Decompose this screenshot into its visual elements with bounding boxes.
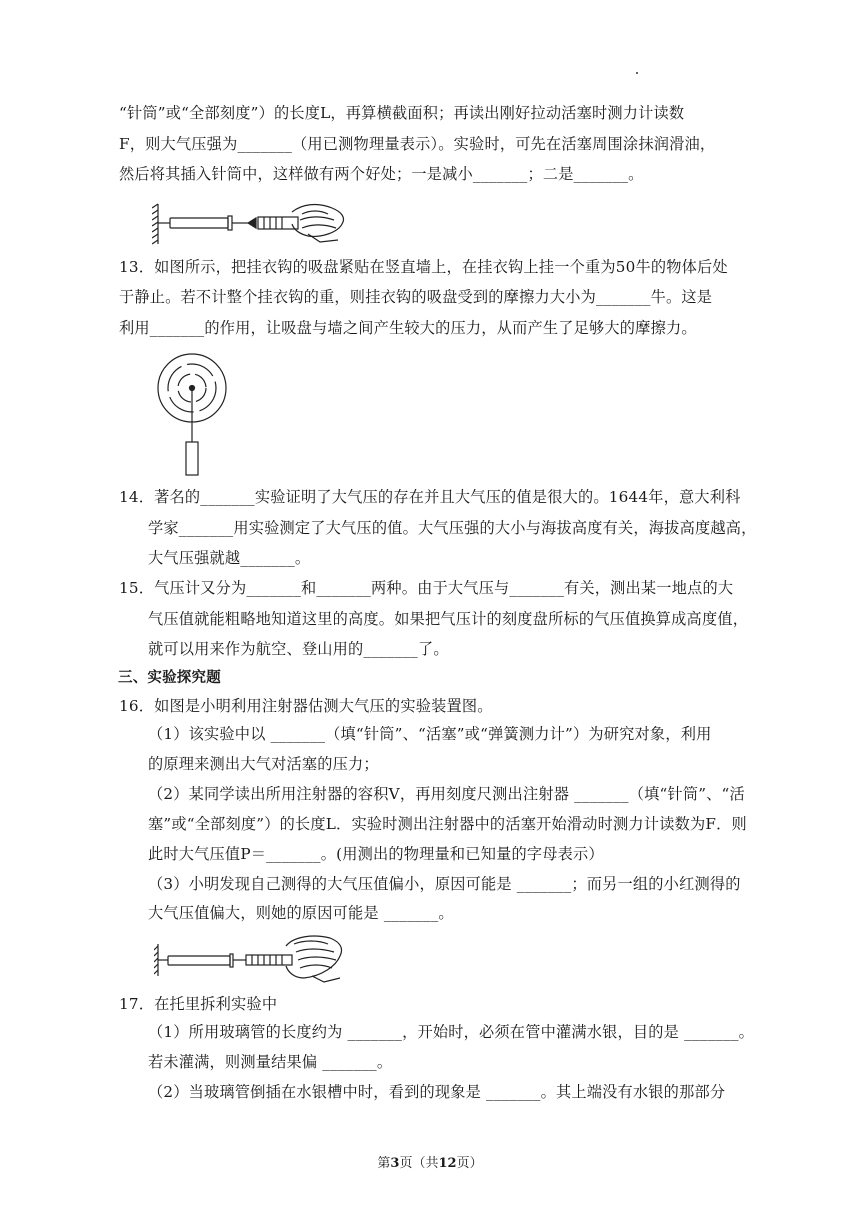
text-line: 15．气压计又分为_______和_______两种。由于大气压与_______有关，测出某一地点的大 xyxy=(119,579,734,597)
text-line: 大气压值偏大，则她的原因可能是 _______。 xyxy=(148,904,454,922)
text-line: 就可以用来作为航空、登山用的_______了。 xyxy=(148,640,449,658)
footer-prefix: 第 xyxy=(377,1156,391,1171)
text-line: 塞”或“全部刻度”）的长度L．实验时测出注射器中的活塞开始滑动时测力计读数为F．则 xyxy=(148,815,747,833)
text-line: “针筒”或“全部刻度”）的长度L，再算横截面积；再读出刚好拉动活塞时测力计读数 xyxy=(119,104,685,122)
section-title: 三、实验探究题 xyxy=(118,670,221,686)
text-line: 大气压强就越_______。 xyxy=(148,549,311,567)
text-line: 若未灌满，则测量结果偏 _______。 xyxy=(148,1053,393,1071)
text-line: 14．著名的_______实验证明了大气压的存在并且大气压的值是很大的。1644年，意大利科 xyxy=(119,488,741,506)
text-line: 气压值就能粗略地知道这里的高度。如果把气压计的刻度盘所标的气压值换算成高度值， xyxy=(148,610,749,628)
text-line: （2）某同学读出所用注射器的容积V，再用刻度尺测出注射器 _______（填“针筒”、“活 xyxy=(148,785,745,803)
text-line: （1）该实验中以 _______（填“针筒”、“活塞”或“弹簧测力计”）为研究对象，利用 xyxy=(148,725,712,743)
text-line: 的原理来测出大气对活塞的压力； xyxy=(148,755,379,773)
page-footer xyxy=(0,1152,860,1171)
footer-total-pages: 12 xyxy=(438,1156,457,1171)
footer-suffix: 页） xyxy=(456,1156,483,1171)
text-line: （2）当玻璃管倒插在水银槽中时，看到的现象是 _______。其上端没有水银的那部分 xyxy=(148,1083,726,1101)
suction-hook-figure xyxy=(154,350,230,480)
syringe-experiment-figure xyxy=(154,932,346,984)
syringe-hand-figure xyxy=(152,198,348,248)
scan-dot xyxy=(636,72,638,74)
text-line: 然后将其插入针筒中，这样做有两个好处；一是减小_______；二是_______。 xyxy=(119,165,644,183)
footer-middle: 页（共 xyxy=(399,1156,439,1171)
text-line: 于静止。若不计整个挂衣钩的重，则挂衣钩的吸盘受到的摩擦力大小为_______牛。这是 xyxy=(119,288,713,306)
text-line: （1）所用玻璃管的长度约为 _______，开始时，必须在管中灌满水银，目的是 _______。 xyxy=(148,1023,755,1041)
text-line: 17．在托里拆利实验中 xyxy=(119,995,278,1013)
text-line: 学家_______用实验测定了大气压的值。大气压强的大小与海拔高度有关，海拔高度越高， xyxy=(148,519,757,537)
text-line: F，则大气压强为_______（用已测物理量表示）。实验时，可先在活塞周围涂抹润滑油， xyxy=(119,135,716,153)
text-line: 16．如图是小明利用注射器估测大气压的实验装置图。 xyxy=(119,697,493,715)
text-line: 13．如图所示，把挂衣钩的吸盘紧贴在竖直墙上，在挂衣钩上挂一个重为50牛的物体后处 xyxy=(119,258,728,276)
text-line: 利用_______的作用，让吸盘与墙之间产生较大的压力，从而产生了足够大的摩擦力。 xyxy=(119,319,697,337)
footer-page-number: 3 xyxy=(390,1156,400,1171)
text-line: 此时大气压值P＝_______。(用测出的物理量和已知量的字母表示） xyxy=(148,845,604,863)
text-line: （3）小明发现自己测得的大气压值偏小，原因可能是 _______；而另一组的小红测得的 xyxy=(148,875,741,893)
